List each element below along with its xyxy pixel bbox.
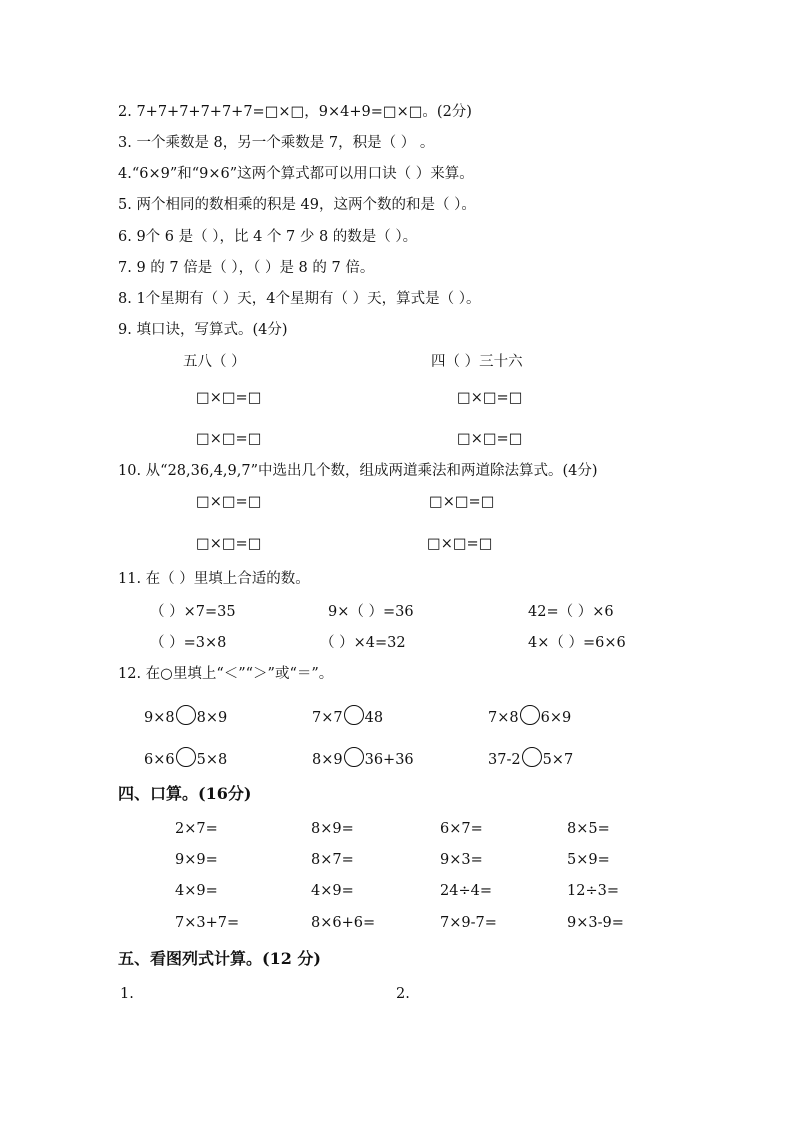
- question-9-title: 9. 填口诀，写算式。(4分): [118, 322, 288, 338]
- q11-item: （ ）=3×8: [150, 635, 227, 651]
- question-8: 8. 1个星期有（ ）天，4个星期有（ ）天，算式是（ ）。: [118, 291, 481, 307]
- section-4-heading: 四、口算。(16分): [118, 784, 252, 803]
- q10-equation: □×□=□: [427, 536, 493, 552]
- compare-circle[interactable]: [520, 705, 540, 725]
- oral-calc-item: 9×3=: [440, 852, 483, 868]
- question-10-title: 10. 从“28,36,4,9,7”中选出几个数，组成两道乘法和两道除法算式。(4分): [118, 463, 598, 479]
- q9-equation: □×□=□: [457, 390, 523, 406]
- oral-calc-item: 4×9=: [311, 883, 354, 899]
- q11-item: （ ）×7=35: [150, 604, 236, 620]
- q10-equation: □×□=□: [196, 536, 262, 552]
- q9-equation: □×□=□: [457, 431, 523, 447]
- figure-label-2: 2.: [396, 986, 410, 1002]
- question-11-title: 11. 在（ ）里填上合适的数。: [118, 571, 310, 587]
- oral-calc-item: 7×3+7=: [175, 915, 240, 931]
- oral-calc-item: 12÷3=: [567, 883, 619, 899]
- q11-item: （ ）×4=32: [320, 635, 406, 651]
- compare-circle[interactable]: [344, 747, 364, 767]
- oral-calc-item: 5×9=: [567, 852, 610, 868]
- q10-equation: □×□=□: [429, 494, 495, 510]
- question-6: 6. 9个 6 是（ ），比 4 个 7 少 8 的数是（ ）。: [118, 229, 418, 245]
- compare-circle[interactable]: [522, 747, 542, 767]
- compare-pair: 6×6 5×8: [144, 747, 227, 769]
- oral-calc-item: 7×9-7=: [440, 915, 497, 931]
- q9-left-label: 五八（ ）: [183, 354, 246, 370]
- compare-pair: 7×8 6×9: [488, 705, 571, 727]
- question-7: 7. 9 的 7 倍是（ ），（ ）是 8 的 7 倍。: [118, 260, 375, 276]
- oral-calc-item: 8×7=: [311, 852, 354, 868]
- q10-equation: □×□=□: [196, 494, 262, 510]
- oral-calc-item: 9×9=: [175, 852, 218, 868]
- oral-calc-item: 6×7=: [440, 821, 483, 837]
- oral-calc-item: 8×9=: [311, 821, 354, 837]
- q9-equation: □×□=□: [196, 390, 262, 406]
- oral-calc-item: 4×9=: [175, 883, 218, 899]
- compare-pair: 9×8 8×9: [144, 705, 227, 727]
- oral-calc-item: 24÷4=: [440, 883, 492, 899]
- question-2: 2. 7+7+7+7+7+7=□×□，9×4+9=□×□。(2分): [118, 104, 472, 120]
- compare-pair: 7×7 48: [312, 705, 383, 727]
- figure-label-1: 1.: [120, 986, 134, 1002]
- compare-pair: 37-2 5×7: [488, 747, 573, 769]
- q11-item: 42=（ ）×6: [528, 604, 614, 620]
- q11-item: 9×（ ）=36: [328, 604, 414, 620]
- question-4: 4.“6×9”和“9×6”这两个算式都可以用口诀（ ）来算。: [118, 166, 474, 182]
- compare-circle[interactable]: [344, 705, 364, 725]
- compare-circle[interactable]: [176, 705, 196, 725]
- oral-calc-item: 2×7=: [175, 821, 218, 837]
- compare-pair: 8×9 36+36: [312, 747, 414, 769]
- section-5-heading: 五、看图列式计算。(12 分): [118, 949, 321, 968]
- oral-calc-item: 8×5=: [567, 821, 610, 837]
- oral-calc-item: 8×6+6=: [311, 915, 376, 931]
- question-3: 3. 一个乘数是 8，另一个乘数是 7，积是（ ） 。: [118, 135, 435, 151]
- oral-calc-item: 9×3-9=: [567, 915, 624, 931]
- question-5: 5. 两个相同的数相乘的积是 49，这两个数的和是（ ）。: [118, 197, 476, 213]
- q9-equation: □×□=□: [196, 431, 262, 447]
- question-12-title: 12. 在○里填上“＜”“＞”或“＝”。: [118, 666, 334, 682]
- q11-item: 4×（ ）=6×6: [528, 635, 626, 651]
- compare-circle[interactable]: [176, 747, 196, 767]
- q9-right-label: 四（ ）三十六: [431, 354, 523, 370]
